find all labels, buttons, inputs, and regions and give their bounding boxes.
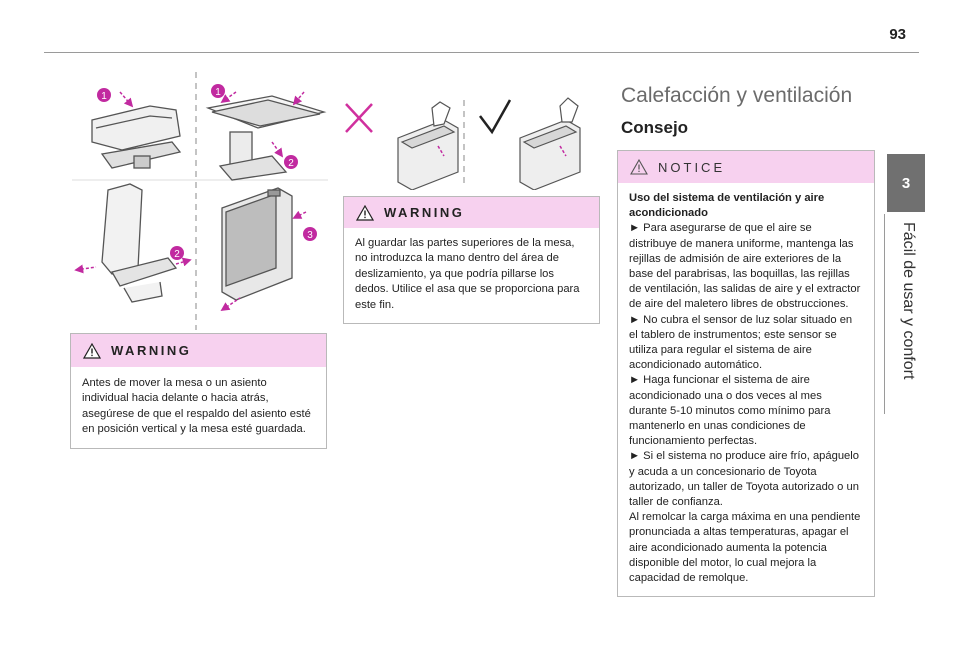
side-rule [884, 214, 885, 414]
warning-header-middle [344, 197, 599, 228]
warning-box-middle [343, 196, 600, 324]
notice-box [617, 150, 875, 597]
warning-text: Antes de mover la mesa o un asiento individual hacia delante o hacia atrás, asegúrese de que el respaldo del asiento esté en posición vertical y la mesa esté guardada. [82, 377, 311, 436]
chapter-title [895, 222, 919, 412]
svg-text:1: 1 [101, 91, 107, 102]
svg-text:2: 2 [288, 158, 294, 169]
cross-icon [346, 104, 372, 132]
folded-seat-drawing [92, 106, 180, 168]
warning-text: Al guardar las partes superiores de la mesa, no introduzca la mano dentro del área de deslizamiento, ya que podría pillarse los dedos. Utilice el asa que se proporciona para este fin. [355, 237, 580, 311]
callout-3 [303, 227, 317, 241]
warning-icon [83, 343, 101, 359]
page-number: 93 [889, 26, 906, 43]
hand-placement-svg [340, 94, 590, 190]
console-box-drawing [222, 188, 292, 300]
chapter-tab[interactable]: 3 [887, 154, 925, 212]
caution-icon [630, 159, 648, 175]
callout-2a [284, 155, 298, 169]
callout-1a [97, 88, 111, 102]
correct-hand-drawing [520, 98, 580, 190]
callout-1b [211, 84, 225, 98]
table-drawing [208, 96, 324, 180]
warning-label: WARNING [111, 343, 192, 358]
notice-label: NOTICE [658, 159, 726, 175]
chapter-title-text: Fácil de usar y confort [900, 222, 917, 380]
seat-table-svg [72, 72, 328, 330]
notice-item: ► Para asegurarse de que el aire se distribuye de manera uniforme, mantenga las rejillas de admisión de aire exteriores de la base del parabrisas, las boquillas, las rejillas de ventilación, las salidas de aire y el extractor de aire del maletero libres de obstrucciones. [629, 222, 861, 311]
svg-text:1: 1 [215, 87, 221, 98]
upright-seat-drawing [102, 184, 176, 302]
svg-text:3: 3 [307, 230, 313, 241]
warning-icon [356, 205, 374, 221]
warning-label: WARNING [384, 205, 465, 220]
seat-table-illustration [72, 72, 328, 330]
notice-item: ► No cubra el sensor de luz solar situado en el tablero de instrumentos; este sensor se utiliza para regular el sistema de aire acondicionado automático. [629, 313, 853, 372]
notice-item: ► Si el sistema no produce aire frío, apáguelo y acuda a un concesionario de Toyota autorizado, un taller de Toyota autorizado o un taller de confianza. [629, 450, 859, 509]
check-icon [480, 100, 510, 132]
incorrect-hand-drawing [398, 102, 458, 190]
section-title: Calefacción y ventilación [621, 84, 853, 107]
notice-item: Al remolcar la carga máxima en una pendiente pronunciada a altas temperaturas, apagar el aire acondicionado aumenta la potencia disponible del motor, lo cual mejora la capacidad de remolque. [629, 511, 861, 585]
notice-header [618, 151, 874, 183]
subsection-title: Consejo [621, 118, 689, 137]
warning-box-left [70, 333, 327, 449]
notice-item: ► Haga funcionar el sistema de aire acondicionado una o dos veces al mes durante 5-10 minutos como mínimo para mantenerlo en unas condiciones de funcionamiento perfectas. [629, 374, 831, 448]
callout-2b [170, 246, 184, 260]
notice-heading: Uso del sistema de ventilación y aire acondicionado [629, 192, 825, 220]
warning-header-left [71, 334, 326, 367]
svg-text:2: 2 [174, 249, 180, 260]
top-rule [44, 52, 919, 53]
hand-placement-illustration [340, 94, 590, 190]
